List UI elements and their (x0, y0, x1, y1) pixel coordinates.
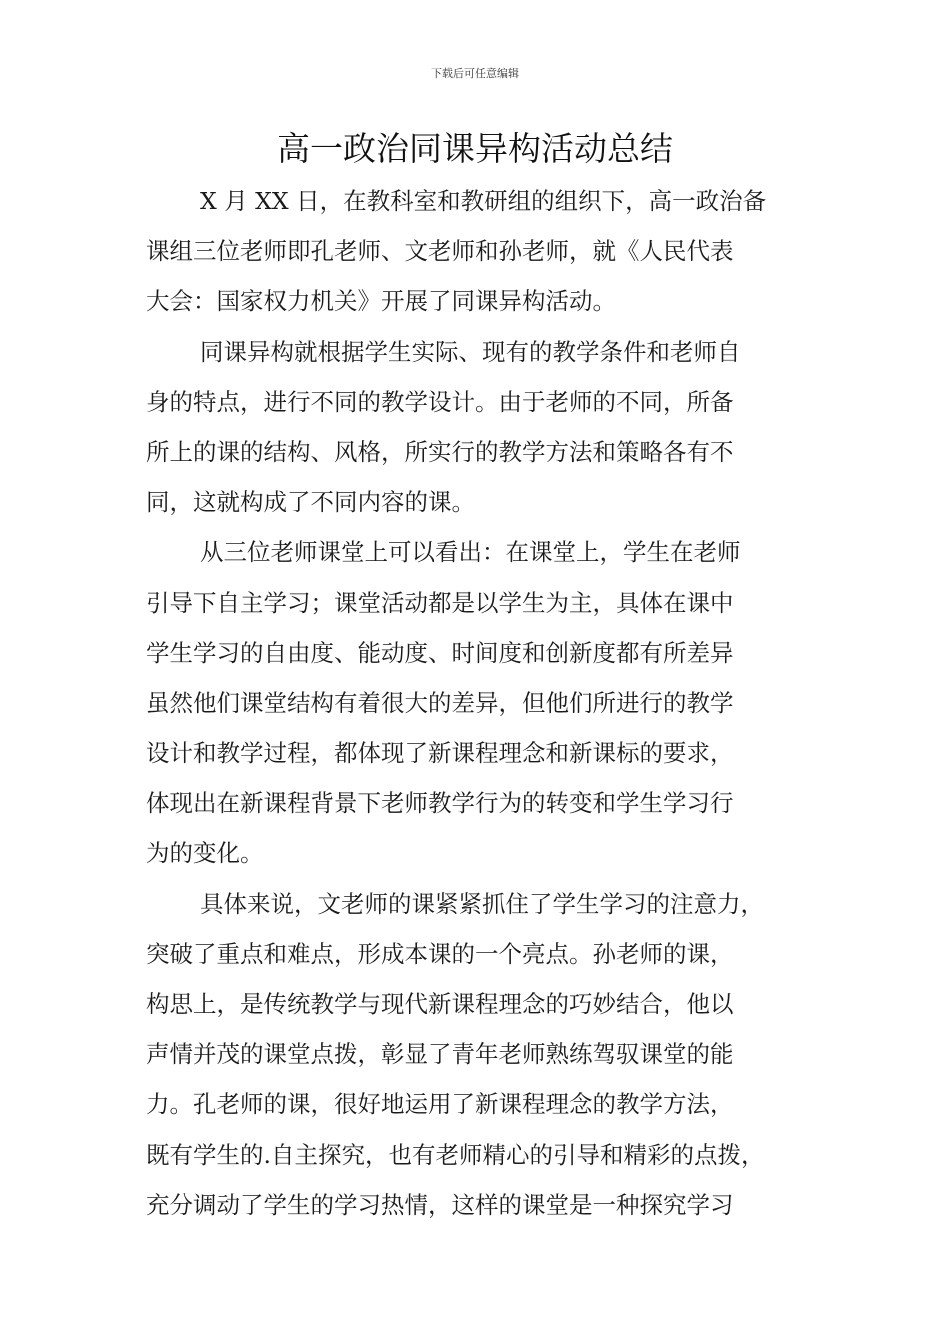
body-text-line: 课组三位老师即孔老师、文老师和孙老师，就《人民代表 (146, 237, 734, 266)
body-text-line: 具体来说，文老师的课紧紧抓住了学生学习的注意力， (200, 889, 764, 918)
body-text-line: X 月 XX 日，在教科室和教研组的组织下，高一政治备 (200, 187, 767, 215)
body-text-line: 力。孔老师的课，很好地运用了新课程理念的教学方法， (146, 1090, 734, 1119)
header-note: 下载后可任意编辑 (431, 67, 519, 80)
document-title: 高一政治同课异构活动总结 (277, 129, 673, 168)
body-text-line: 突破了重点和难点，形成本课的一个亮点。孙老师的课， (146, 939, 734, 968)
body-text-line: 既有学生的.自主探究，也有老师精心的引导和精彩的点拨， (146, 1140, 765, 1169)
body-text-line: 同，这就构成了不同内容的课。 (146, 488, 475, 517)
body-text-line: 为的变化。 (146, 839, 264, 868)
body-text-line: 同课异构就根据学生实际、现有的教学条件和老师自 (200, 337, 741, 366)
body-text-line: 学生学习的自由度、能动度、时间度和创新度都有所差异 (146, 638, 734, 667)
body-text-line: 虽然他们课堂结构有着很大的差异，但他们所进行的教学 (146, 688, 734, 717)
body-text-line: 充分调动了学生的学习热情，这样的课堂是一种探究学习 (146, 1190, 734, 1219)
body-text-line: 设计和教学过程，都体现了新课程理念和新课标的要求， (146, 739, 734, 768)
document-body (146, 176, 836, 1230)
body-text-line: 从三位老师课堂上可以看出：在课堂上，学生在老师 (200, 538, 741, 567)
body-text-line: 所上的课的结构、风格，所实行的教学方法和策略各有不 (146, 437, 734, 466)
body-text-line: 引导下自主学习；课堂活动都是以学生为主，具体在课中 (146, 588, 734, 617)
body-text-line: 声情并茂的课堂点拨，彰显了青年老师熟练驾驭课堂的能 (146, 1040, 734, 1069)
body-text-line: 大会：国家权力机关》开展了同课异构活动。 (146, 287, 616, 316)
body-text-line: 体现出在新课程背景下老师教学行为的转变和学生学习行 (146, 789, 734, 818)
body-text-line: 身的特点，进行不同的教学设计。由于老师的不同，所备 (146, 387, 734, 416)
body-text-line: 构思上，是传统教学与现代新课程理念的巧妙结合，他以 (146, 990, 734, 1018)
